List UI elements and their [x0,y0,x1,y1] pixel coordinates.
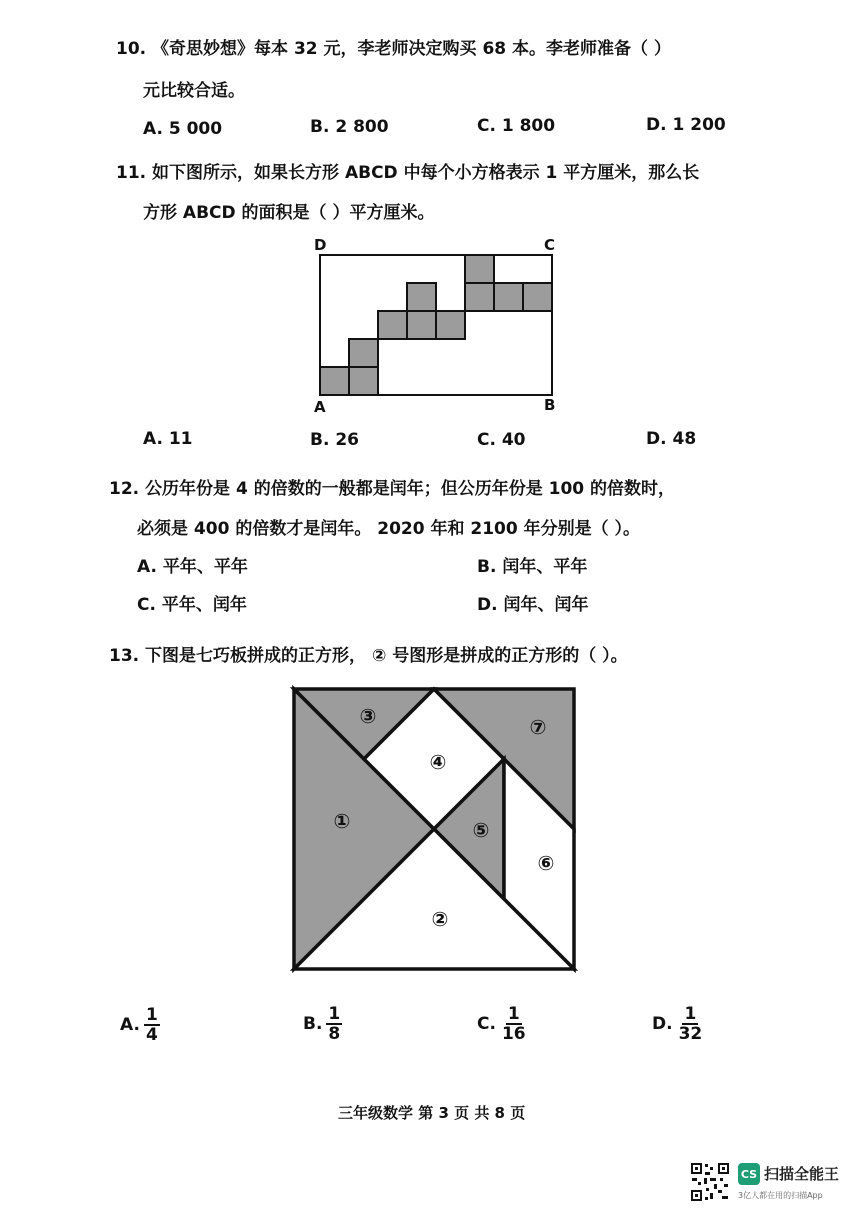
label-d: D [314,236,327,254]
q13-option-a-numerator: 1 [145,1005,158,1025]
q11-option-a: A. 11 [143,429,193,449]
qr-code-icon [690,1162,730,1202]
q13-option-b-label: B. [303,1014,323,1034]
q11-option-c: C. 40 [477,430,526,450]
q13-option-c-numerator: 1 [507,1004,520,1024]
piece-label-6: ⑥ [537,851,555,875]
piece-label-2: ② [431,907,449,931]
piece-label-3: ③ [359,704,377,728]
shaded-square [494,283,523,311]
q13-option-d [652,1005,704,1043]
q13-option-c [477,1005,528,1043]
q10-line2: 元比较合适。 [143,81,245,101]
q13-option-d-label: D. [652,1014,673,1034]
piece-label-5: ⑤ [472,818,490,842]
page-footer: 三年级数学 第 3 页 共 8 页 [338,1104,526,1122]
q11-option-d: D. 48 [646,429,697,449]
q10-option-b: B. 2 800 [310,117,389,137]
shaded-square [465,255,494,283]
q13-option-b-denominator: 8 [328,1024,341,1044]
q11-line1: 11. 如下图所示，如果长方形 ABCD 中每个小方格表示 1 平方厘米，那么长 [116,163,700,183]
shaded-square [436,311,465,339]
shaded-square [407,311,436,339]
tangram-figure [288,683,586,981]
q10-line1: 10. 《奇思妙想》每本 32 元，李老师决定购买 68 本。李老师准备（ ） [116,39,671,59]
scanner-app-name: 扫描全能王 [764,1165,840,1183]
label-c: C [544,236,556,254]
q13-option-a [120,1006,160,1044]
q11-option-b: B. 26 [310,430,359,450]
q12-line2: 必须是 400 的倍数才是闰年。 2020 年和 2100 年分别是（ ）。 [137,519,641,539]
q13-option-b [303,1005,342,1043]
q13-option-a-label: A. [120,1015,140,1035]
q12-line1: 12. 公历年份是 4 的倍数的一般都是闰年；但公历年份是 100 的倍数时， [109,479,676,499]
label-b: B [544,396,556,414]
q10-option-d: D. 1 200 [646,115,726,135]
scanner-logo-icon: CS [738,1163,760,1185]
q13-option-d-denominator: 32 [678,1024,703,1044]
shaded-square [407,283,436,311]
q13-line1: 13. 下图是七巧板拼成的正方形， ② 号图形是拼成的正方形的（ ）。 [109,646,628,666]
shaded-square [320,367,349,395]
q12-option-c: C. 平年、闰年 [137,595,247,615]
shaded-square [465,283,494,311]
q13-option-c-denominator: 16 [501,1024,526,1044]
piece-label-1: ① [333,809,351,833]
q12-option-d: D. 闰年、闰年 [477,595,589,615]
grid-figure [300,232,580,417]
q13-option-c-label: C. [477,1014,496,1034]
shaded-square [378,311,407,339]
label-a: A [314,398,326,416]
shaded-square [349,367,378,395]
q13-option-d-numerator: 1 [684,1004,697,1024]
q13-option-a-denominator: 4 [145,1025,158,1045]
q11-line2: 方形 ABCD 的面积是（ ）平方厘米。 [143,203,435,223]
q12-option-a: A. 平年、平年 [137,557,248,577]
q12-option-b: B. 闰年、平年 [477,557,588,577]
scanner-app-slogan: 3亿人都在用的扫描App [738,1191,823,1200]
piece-label-7: ⑦ [529,715,547,739]
q10-option-c: C. 1 800 [477,116,556,136]
shaded-square [349,339,378,367]
shaded-square [523,283,552,311]
q13-option-b-numerator: 1 [328,1004,341,1024]
piece-label-4: ④ [429,750,447,774]
q10-option-a: A. 5 000 [143,119,223,139]
